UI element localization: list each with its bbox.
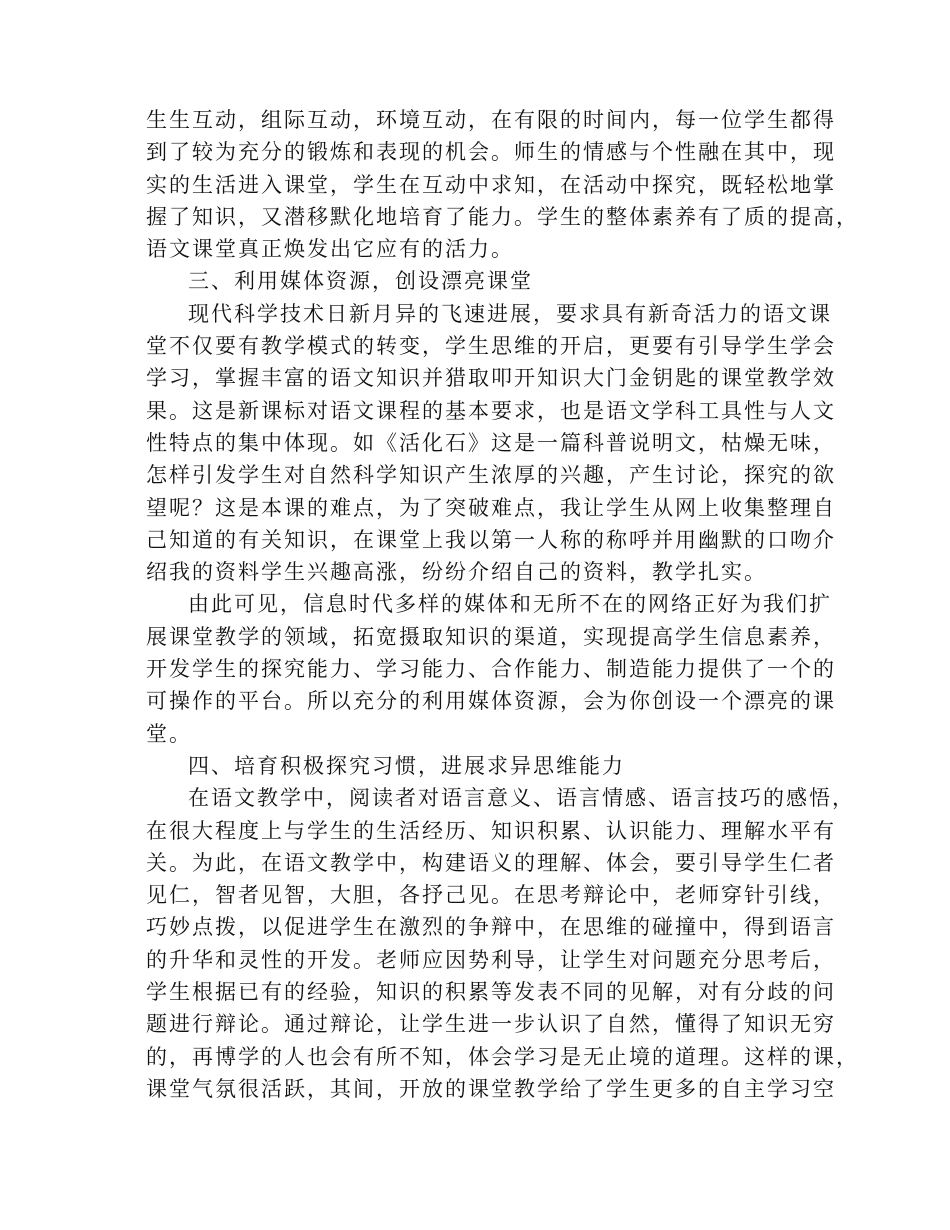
text-line: 可操作的平台。所以充分的利用媒体资源，会为你创设一个漂亮的课 <box>146 689 836 714</box>
text-line: 己知道的有关知识，在课堂上我以第一人称的称呼并用幽默的口吻介 <box>146 527 836 552</box>
text-line: 巧妙点拨，以促进学生在激烈的争辩中，在思维的碰撞中，得到语言 <box>146 915 836 940</box>
text-line: 见仁，智者见智，大胆，各抒己见。在思考辩论中，老师穿针引线， <box>146 883 836 908</box>
text-line: 学生根据已有的经验，知识的积累等发表不同的见解，对有分歧的问 <box>146 980 836 1005</box>
text-line: 果。这是新课标对语文课程的基本要求，也是语文学科工具性与人文 <box>146 398 836 423</box>
text-line: 握了知识，又潜移默化地培育了能力。学生的整体素养有了质的提高， <box>146 204 859 229</box>
text-line: 生生互动，组际互动，环境互动，在有限的时间内，每一位学生都得 <box>146 108 836 132</box>
text-line: 在很大程度上与学生的生活经历、知识积累、认识能力、理解水平有 <box>146 818 836 843</box>
paragraph-start-line: 现代科学技术日新月异的飞速进展，要求具有新奇活力的语文课 <box>188 301 832 326</box>
paragraph-start-line: 四、培育积极探究习惯，进展求异思维能力 <box>188 753 625 778</box>
text-line: 实的生活进入课堂，学生在互动中求知，在活动中探究，既轻松地掌 <box>146 172 836 197</box>
text-line: 题进行辩论。通过辩论，让学生进一步认识了自然，懂得了知识无穷 <box>146 1012 836 1037</box>
text-line: 绍我的资料学生兴趣高涨，纷纷介绍自己的资料，教学扎实。 <box>146 560 767 585</box>
text-line: 学习，掌握丰富的语文知识并猎取叩开知识大门金钥匙的课堂教学效 <box>146 366 836 391</box>
text-line: 的升华和灵性的开发。老师应因势利导，让学生对问题充分思考后， <box>146 947 836 972</box>
document-body <box>146 104 859 1105</box>
text-line: 语文课堂真正焕发出它应有的活力。 <box>146 237 514 262</box>
text-line: 望呢？这是本课的难点，为了突破难点，我让学生从网上收集整理自 <box>146 495 836 520</box>
paragraph-start-line: 由此可见，信息时代多样的媒体和无所不在的网络正好为我们扩 <box>188 592 832 617</box>
text-line: 关。为此，在语文教学中，构建语义的理解、体会，要引导学生仁者 <box>146 850 836 875</box>
text-line: 堂不仅要有教学模式的转变，学生思维的开启，更要有引导学生学会 <box>146 334 836 359</box>
paragraph-start-line: 在语文教学中，阅读者对语言意义、语言情感、语言技巧的感悟， <box>188 786 855 811</box>
text-line: 展课堂教学的领域，拓宽摄取知识的渠道，实现提高学生信息素养， <box>146 624 836 649</box>
text-line: 开发学生的探究能力、学习能力、合作能力、制造能力提供了一个的 <box>146 657 836 682</box>
text-line: 的，再博学的人也会有所不知，体会学习是无止境的道理。这样的课， <box>146 1044 859 1069</box>
paragraph-start-line: 三、利用媒体资源，创设漂亮课堂 <box>188 269 533 294</box>
text-line: 怎样引发学生对自然科学知识产生浓厚的兴趣，产生讨论，探究的欲 <box>146 463 836 488</box>
text-line: 堂。 <box>146 721 192 746</box>
text-line: 课堂气氛很活跃，其间，开放的课堂教学给了学生更多的自主学习空 <box>146 1076 836 1101</box>
text-line: 到了较为充分的锻炼和表现的机会。师生的情感与个性融在其中，现 <box>146 140 836 165</box>
text-line: 性特点的集中体现。如《活化石》这是一篇科普说明文，枯燥无味， <box>146 430 836 455</box>
